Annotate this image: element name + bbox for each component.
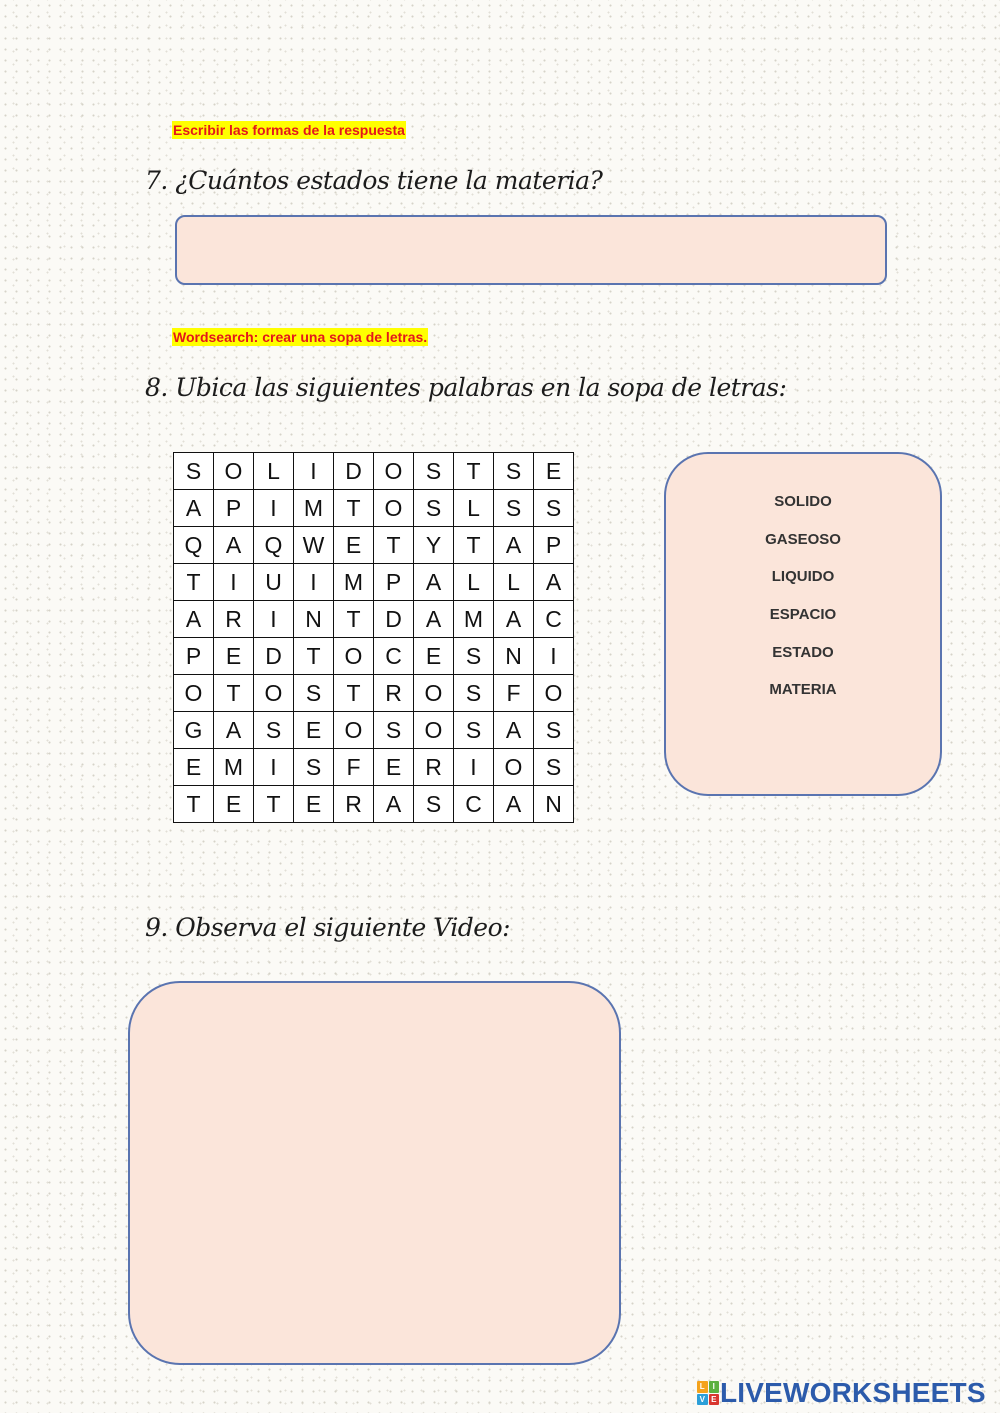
- wordsearch-cell[interactable]: S: [494, 490, 534, 527]
- word-list-box: [664, 452, 942, 796]
- question-9-title: 9. Observa el siguiente Video:: [145, 913, 511, 942]
- word-list-item: ESTADO: [772, 643, 834, 661]
- logo-letter: I: [709, 1381, 720, 1393]
- wordsearch-cell[interactable]: M: [214, 749, 254, 786]
- word-list-item: MATERIA: [769, 681, 837, 699]
- wordsearch-cell[interactable]: O: [414, 675, 454, 712]
- wordsearch-cell[interactable]: L: [454, 564, 494, 601]
- wordsearch-cell[interactable]: C: [374, 638, 414, 675]
- wordsearch-cell[interactable]: O: [534, 675, 574, 712]
- wordsearch-cell[interactable]: E: [174, 749, 214, 786]
- wordsearch-cell[interactable]: R: [374, 675, 414, 712]
- wordsearch-cell[interactable]: O: [334, 712, 374, 749]
- wordsearch-cell[interactable]: T: [174, 564, 214, 601]
- wordsearch-cell[interactable]: I: [294, 564, 334, 601]
- video-placeholder[interactable]: [128, 981, 621, 1365]
- wordsearch-cell[interactable]: R: [334, 786, 374, 823]
- wordsearch-cell[interactable]: A: [214, 712, 254, 749]
- question-7-title: 7. ¿Cuántos estados tiene la materia?: [145, 166, 603, 195]
- wordsearch-cell[interactable]: S: [414, 453, 454, 490]
- wordsearch-cell[interactable]: I: [254, 601, 294, 638]
- logo-letter: V: [697, 1394, 708, 1406]
- wordsearch-cell[interactable]: C: [534, 601, 574, 638]
- wordsearch-cell[interactable]: T: [254, 786, 294, 823]
- wordsearch-cell[interactable]: I: [534, 638, 574, 675]
- wordsearch-cell[interactable]: A: [374, 786, 414, 823]
- wordsearch-row: [174, 453, 574, 490]
- wordsearch-cell[interactable]: M: [334, 564, 374, 601]
- wordsearch-cell[interactable]: T: [334, 675, 374, 712]
- wordsearch-cell[interactable]: S: [374, 712, 414, 749]
- q7-instruction-note: Escribir las formas de la respuesta: [173, 122, 405, 138]
- wordsearch-cell[interactable]: A: [214, 527, 254, 564]
- wordsearch-cell[interactable]: P: [374, 564, 414, 601]
- wordsearch-cell[interactable]: A: [534, 564, 574, 601]
- logo-letter: L: [697, 1381, 708, 1393]
- wordsearch-cell[interactable]: O: [494, 749, 534, 786]
- wordsearch-cell[interactable]: S: [534, 712, 574, 749]
- wordsearch-cell[interactable]: A: [494, 786, 534, 823]
- wordsearch-cell[interactable]: O: [214, 453, 254, 490]
- wordsearch-cell[interactable]: O: [174, 675, 214, 712]
- wordsearch-cell[interactable]: E: [374, 749, 414, 786]
- wordsearch-cell[interactable]: M: [294, 490, 334, 527]
- wordsearch-cell[interactable]: I: [254, 490, 294, 527]
- wordsearch-row: [174, 601, 574, 638]
- wordsearch-cell[interactable]: N: [294, 601, 334, 638]
- wordsearch-cell[interactable]: D: [334, 453, 374, 490]
- wordsearch-cell[interactable]: A: [174, 490, 214, 527]
- wordsearch-cell[interactable]: P: [534, 527, 574, 564]
- wordsearch-cell[interactable]: S: [534, 490, 574, 527]
- logo-letter: E: [709, 1394, 720, 1406]
- wordsearch-cell[interactable]: A: [494, 527, 534, 564]
- wordsearch-row: [174, 638, 574, 675]
- wordsearch-cell[interactable]: S: [494, 453, 534, 490]
- wordsearch-cell[interactable]: A: [174, 601, 214, 638]
- wordsearch-row: [174, 564, 574, 601]
- wordsearch-cell[interactable]: L: [454, 490, 494, 527]
- wordsearch-cell[interactable]: T: [334, 490, 374, 527]
- wordsearch-cell[interactable]: C: [454, 786, 494, 823]
- wordsearch-row: [174, 527, 574, 564]
- wordsearch-cell[interactable]: I: [294, 453, 334, 490]
- wordsearch-cell[interactable]: E: [334, 527, 374, 564]
- wordsearch-cell[interactable]: T: [374, 527, 414, 564]
- wordsearch-cell[interactable]: E: [294, 786, 334, 823]
- wordsearch-cell[interactable]: N: [494, 638, 534, 675]
- wordsearch-cell[interactable]: S: [414, 786, 454, 823]
- wordsearch-cell[interactable]: L: [254, 453, 294, 490]
- wordsearch-cell[interactable]: P: [174, 638, 214, 675]
- word-list-item: LIQUIDO: [771, 568, 835, 586]
- wordsearch-cell[interactable]: I: [454, 749, 494, 786]
- wordsearch-cell[interactable]: S: [454, 712, 494, 749]
- q7-answer-field[interactable]: [175, 215, 887, 285]
- wordsearch-row: [174, 490, 574, 527]
- wordsearch-cell[interactable]: S: [454, 638, 494, 675]
- wordsearch-cell[interactable]: T: [454, 527, 494, 564]
- wordsearch-cell[interactable]: I: [254, 749, 294, 786]
- wordsearch-cell[interactable]: U: [254, 564, 294, 601]
- wordsearch-cell[interactable]: O: [374, 490, 414, 527]
- word-list-item: ESPACIO: [769, 606, 837, 624]
- wordsearch-row: [174, 675, 574, 712]
- wordsearch-cell[interactable]: T: [174, 786, 214, 823]
- question-8-title: 8. Ubica las siguientes palabras en la sopa de letras:: [145, 373, 787, 402]
- wordsearch-row: [174, 749, 574, 786]
- wordsearch-cell[interactable]: I: [214, 564, 254, 601]
- wordsearch-cell[interactable]: O: [374, 453, 414, 490]
- wordsearch-cell[interactable]: P: [214, 490, 254, 527]
- brand-name: LIVEWORKSHEETS: [720, 1377, 986, 1408]
- wordsearch-cell[interactable]: D: [254, 638, 294, 675]
- wordsearch-cell[interactable]: E: [214, 638, 254, 675]
- q8-instruction-note: Wordsearch: crear una sopa de letras.: [173, 329, 428, 345]
- wordsearch-row: [174, 712, 574, 749]
- wordsearch-cell[interactable]: D: [374, 601, 414, 638]
- wordsearch-cell[interactable]: R: [214, 601, 254, 638]
- wordsearch-cell[interactable]: O: [414, 712, 454, 749]
- word-list-item: SOLIDO: [774, 493, 832, 510]
- wordsearch-cell[interactable]: T: [214, 675, 254, 712]
- wordsearch-cell[interactable]: S: [534, 749, 574, 786]
- wordsearch-cell[interactable]: F: [334, 749, 374, 786]
- wordsearch-row: [174, 786, 574, 823]
- wordsearch-cell[interactable]: A: [494, 712, 534, 749]
- wordsearch-cell[interactable]: W: [294, 527, 334, 564]
- wordsearch-cell[interactable]: Q: [174, 527, 214, 564]
- wordsearch-cell[interactable]: S: [174, 453, 214, 490]
- wordsearch-cell[interactable]: S: [414, 490, 454, 527]
- word-list-item: GASEOSO: [765, 530, 841, 548]
- wordsearch-cell[interactable]: T: [294, 638, 334, 675]
- wordsearch-cell[interactable]: N: [534, 786, 574, 823]
- wordsearch-cell[interactable]: O: [334, 638, 374, 675]
- wordsearch-cell[interactable]: T: [334, 601, 374, 638]
- wordsearch-cell[interactable]: E: [534, 453, 574, 490]
- wordsearch-cell[interactable]: S: [254, 712, 294, 749]
- wordsearch-cell[interactable]: E: [414, 638, 454, 675]
- wordsearch-cell[interactable]: G: [174, 712, 214, 749]
- wordsearch-grid[interactable]: [173, 452, 574, 823]
- wordsearch-cell[interactable]: F: [494, 675, 534, 712]
- liveworksheets-icon: [697, 1381, 719, 1405]
- wordsearch-cell[interactable]: M: [454, 601, 494, 638]
- wordsearch-cell[interactable]: O: [254, 675, 294, 712]
- wordsearch-cell[interactable]: E: [214, 786, 254, 823]
- liveworksheets-logo: [697, 1378, 986, 1408]
- wordsearch-cell[interactable]: A: [494, 601, 534, 638]
- wordsearch-cell[interactable]: A: [414, 601, 454, 638]
- wordsearch-cell[interactable]: T: [454, 453, 494, 490]
- wordsearch-cell[interactable]: A: [414, 564, 454, 601]
- wordsearch-cell[interactable]: S: [294, 749, 334, 786]
- wordsearch-cell[interactable]: S: [294, 675, 334, 712]
- wordsearch-cell[interactable]: L: [494, 564, 534, 601]
- wordsearch-cell[interactable]: Y: [414, 527, 454, 564]
- wordsearch-cell[interactable]: R: [414, 749, 454, 786]
- wordsearch-cell[interactable]: Q: [254, 527, 294, 564]
- wordsearch-cell[interactable]: E: [294, 712, 334, 749]
- wordsearch-cell[interactable]: S: [454, 675, 494, 712]
